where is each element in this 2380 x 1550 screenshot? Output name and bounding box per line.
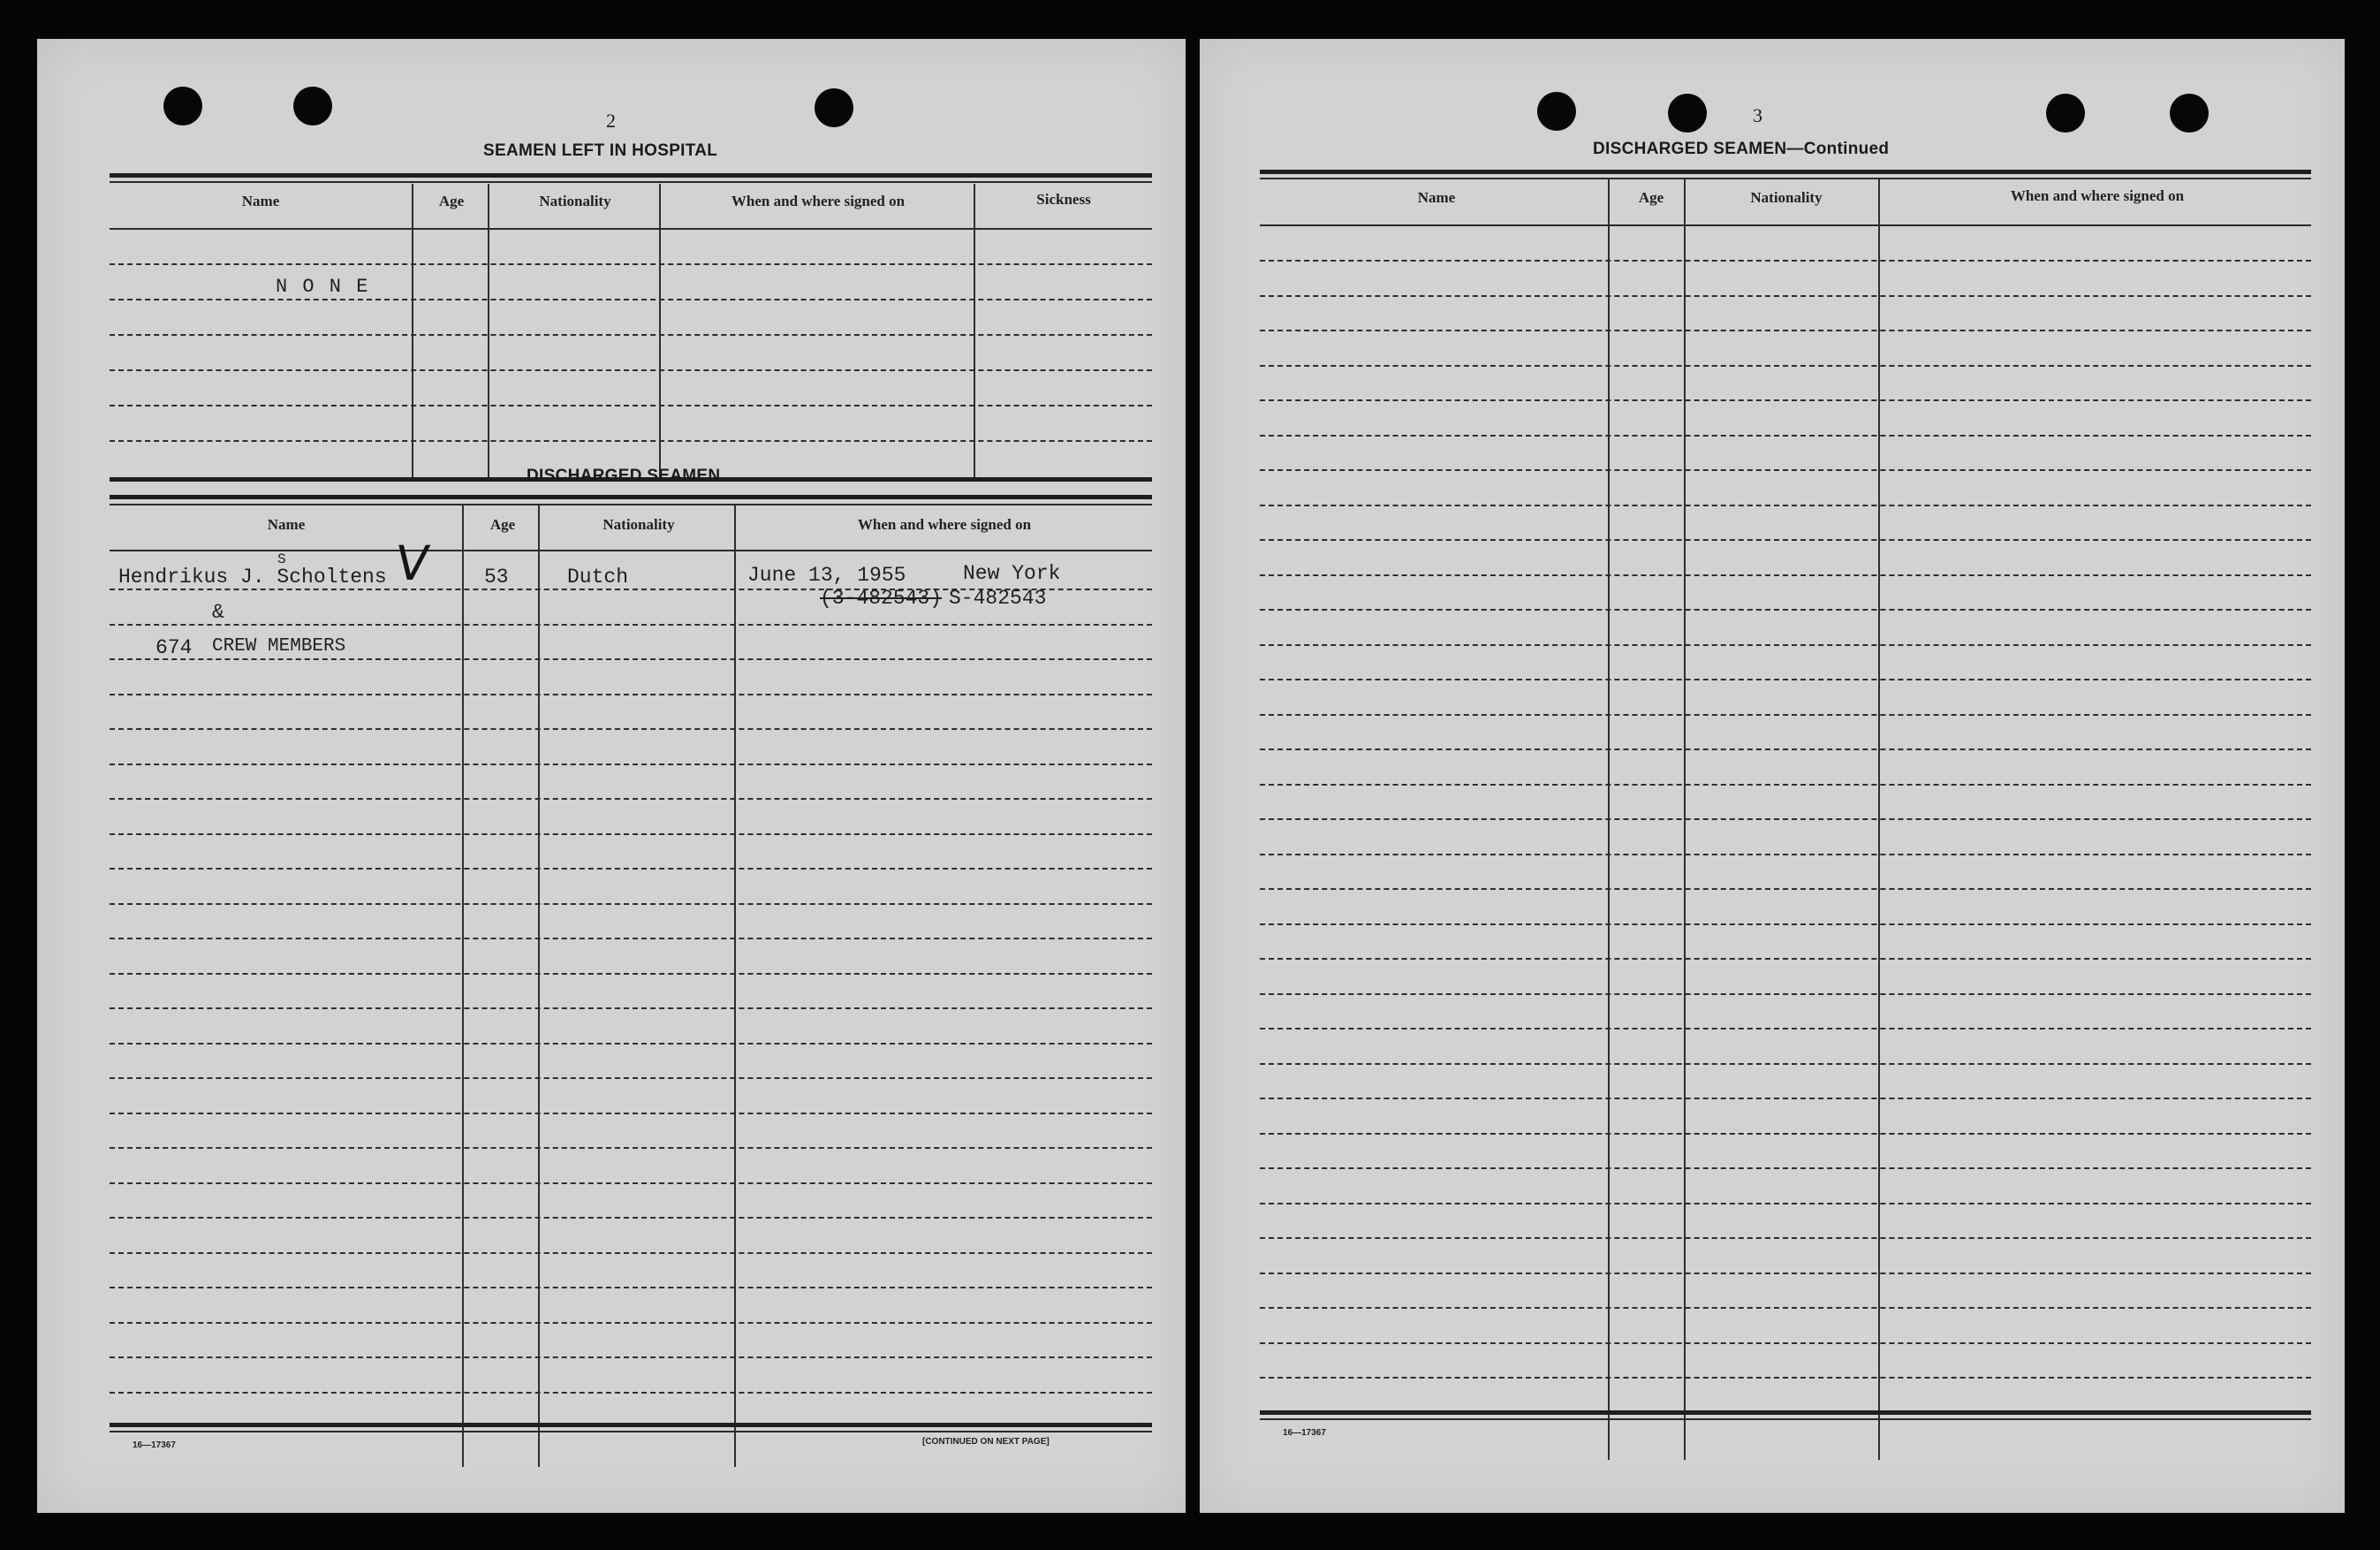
column-divider [974, 184, 975, 481]
none-entry: N O N E [276, 276, 370, 298]
rule [1260, 170, 2311, 174]
hospital-header-signed-on: When and where signed on [731, 193, 906, 209]
ruled-line [110, 263, 1152, 265]
ruled-line [110, 1077, 1152, 1079]
hospital-header-sickness: Sickness [1036, 191, 1091, 208]
discharged-header-name: Name [267, 516, 306, 533]
rule [110, 550, 1152, 551]
rule [110, 228, 1152, 230]
ruled-line [110, 369, 1152, 371]
ruled-line [110, 694, 1152, 695]
ruled-line [110, 1147, 1152, 1149]
left-page [37, 39, 1186, 1513]
header-age: Age [1638, 189, 1664, 206]
discharged-header-age: Age [489, 516, 516, 533]
hospital-section-title: SEAMEN LEFT IN HOSPITAL [483, 141, 718, 160]
header-nationality: Nationality [1750, 189, 1823, 206]
right-page [1200, 39, 2345, 1513]
ruled-line [1260, 818, 2311, 820]
seaman-age: 53 [484, 566, 509, 589]
rule [110, 1431, 1152, 1432]
rule [1260, 178, 2311, 179]
ruled-line [1260, 644, 2311, 646]
ampersand: & [212, 601, 224, 624]
column-divider [734, 505, 736, 1467]
column-divider [1878, 179, 1880, 1460]
ruled-line [110, 868, 1152, 870]
ruled-line [110, 833, 1152, 835]
form-number: 16—17367 [133, 1440, 176, 1450]
ruled-line [1260, 993, 2311, 995]
rule [110, 495, 1152, 499]
ruled-line [110, 903, 1152, 905]
ruled-line [110, 440, 1152, 442]
ruled-line [1260, 1028, 2311, 1030]
ruled-line [1260, 295, 2311, 297]
form-number: 16—17367 [1283, 1428, 1326, 1438]
ruled-line [110, 1392, 1152, 1394]
column-divider [462, 505, 464, 1467]
ruled-line [1260, 1237, 2311, 1239]
ruled-line [110, 658, 1152, 660]
ruled-line [110, 1252, 1152, 1254]
column-divider [1684, 179, 1686, 1460]
ruled-line [1260, 1063, 2311, 1065]
ruled-line [1260, 1203, 2311, 1204]
ruled-line [1260, 365, 2311, 367]
crew-label: CREW MEMBERS [212, 636, 346, 657]
seaman-name: Hendrikus J. Scholtens [118, 566, 387, 589]
ruled-line [110, 334, 1152, 336]
ruled-line [110, 973, 1152, 975]
rule [1260, 1418, 2311, 1420]
ruled-line [1260, 435, 2311, 437]
rule [1260, 1410, 2311, 1415]
rule [110, 181, 1152, 183]
ruled-line [110, 1356, 1152, 1358]
punch-hole [1668, 94, 1707, 133]
column-divider [659, 184, 661, 481]
continued-note: [CONTINUED ON NEXT PAGE] [922, 1437, 1050, 1447]
check-mark: V [391, 536, 433, 591]
hospital-header-age: Age [438, 193, 465, 209]
rule [1260, 224, 2311, 226]
name-correction: S [277, 551, 286, 567]
discharged-continued-title [1593, 140, 1889, 159]
title-text: DISCHARGED SEAMEN [1593, 140, 1787, 158]
ruled-line [110, 1113, 1152, 1114]
title-suffix: —Continued [1786, 140, 1890, 158]
discharged-header-nationality: Nationality [603, 516, 675, 533]
ruled-line [1260, 748, 2311, 750]
ruled-line [1260, 1342, 2311, 1344]
ruled-line [110, 1007, 1152, 1009]
ruled-line [1260, 1098, 2311, 1099]
discharged-header-signed-on: When and where signed on [857, 516, 1032, 533]
punch-hole [293, 87, 332, 125]
ruled-line [110, 1043, 1152, 1045]
ruled-line [110, 728, 1152, 730]
punch-hole [163, 87, 202, 125]
ruled-line [1260, 609, 2311, 611]
punch-hole [815, 88, 853, 127]
page-number: 2 [606, 110, 616, 132]
ruled-line [110, 1287, 1152, 1288]
ruled-line [1260, 923, 2311, 925]
column-divider [538, 505, 540, 1467]
document-number: S-482543 [949, 587, 1047, 610]
column-divider [488, 184, 489, 481]
punch-hole [2170, 94, 2209, 133]
ruled-line [1260, 260, 2311, 262]
signed-on-date: June 13, 1955 [747, 564, 906, 587]
ruled-line [1260, 679, 2311, 680]
seaman-nationality: Dutch [567, 566, 629, 589]
ruled-line [1260, 469, 2311, 471]
struck-number: (3-482543) [820, 587, 943, 610]
ruled-line [1260, 784, 2311, 786]
ruled-line [1260, 399, 2311, 401]
ruled-line [110, 938, 1152, 939]
ruled-line [1260, 505, 2311, 506]
ruled-line [1260, 330, 2311, 331]
column-divider [1608, 179, 1610, 1460]
ruled-line [1260, 1133, 2311, 1135]
ruled-line [1260, 888, 2311, 890]
rule [110, 504, 1152, 505]
ruled-line [110, 405, 1152, 406]
ruled-line [110, 1322, 1152, 1324]
ruled-line [1260, 854, 2311, 855]
ruled-line [110, 1217, 1152, 1219]
ruled-line [110, 1182, 1152, 1184]
ruled-line [1260, 1377, 2311, 1379]
punch-hole [2046, 94, 2085, 133]
ruled-line [110, 798, 1152, 800]
ruled-line [1260, 958, 2311, 960]
column-divider [412, 184, 413, 481]
ruled-line [1260, 1273, 2311, 1274]
ruled-line [1260, 714, 2311, 716]
signed-on-place: New York [963, 562, 1061, 585]
rule [110, 1423, 1152, 1427]
rule [110, 173, 1152, 178]
page-number: 3 [1753, 104, 1762, 126]
header-signed-on: When and where signed on [2010, 187, 2185, 204]
hospital-header-name: Name [241, 193, 280, 209]
header-name: Name [1417, 189, 1456, 206]
ruled-line [1260, 574, 2311, 576]
ruled-line [110, 764, 1152, 765]
crew-count: 674 [155, 636, 193, 659]
ruled-line [110, 299, 1152, 300]
hospital-header-nationality: Nationality [539, 193, 611, 209]
ruled-line [1260, 1307, 2311, 1309]
ruled-line [1260, 1167, 2311, 1169]
ruled-line [110, 624, 1152, 626]
punch-hole [1537, 92, 1576, 131]
ruled-line [1260, 539, 2311, 541]
discharged-section-title: DISCHARGED SEAMEN [527, 467, 721, 485]
